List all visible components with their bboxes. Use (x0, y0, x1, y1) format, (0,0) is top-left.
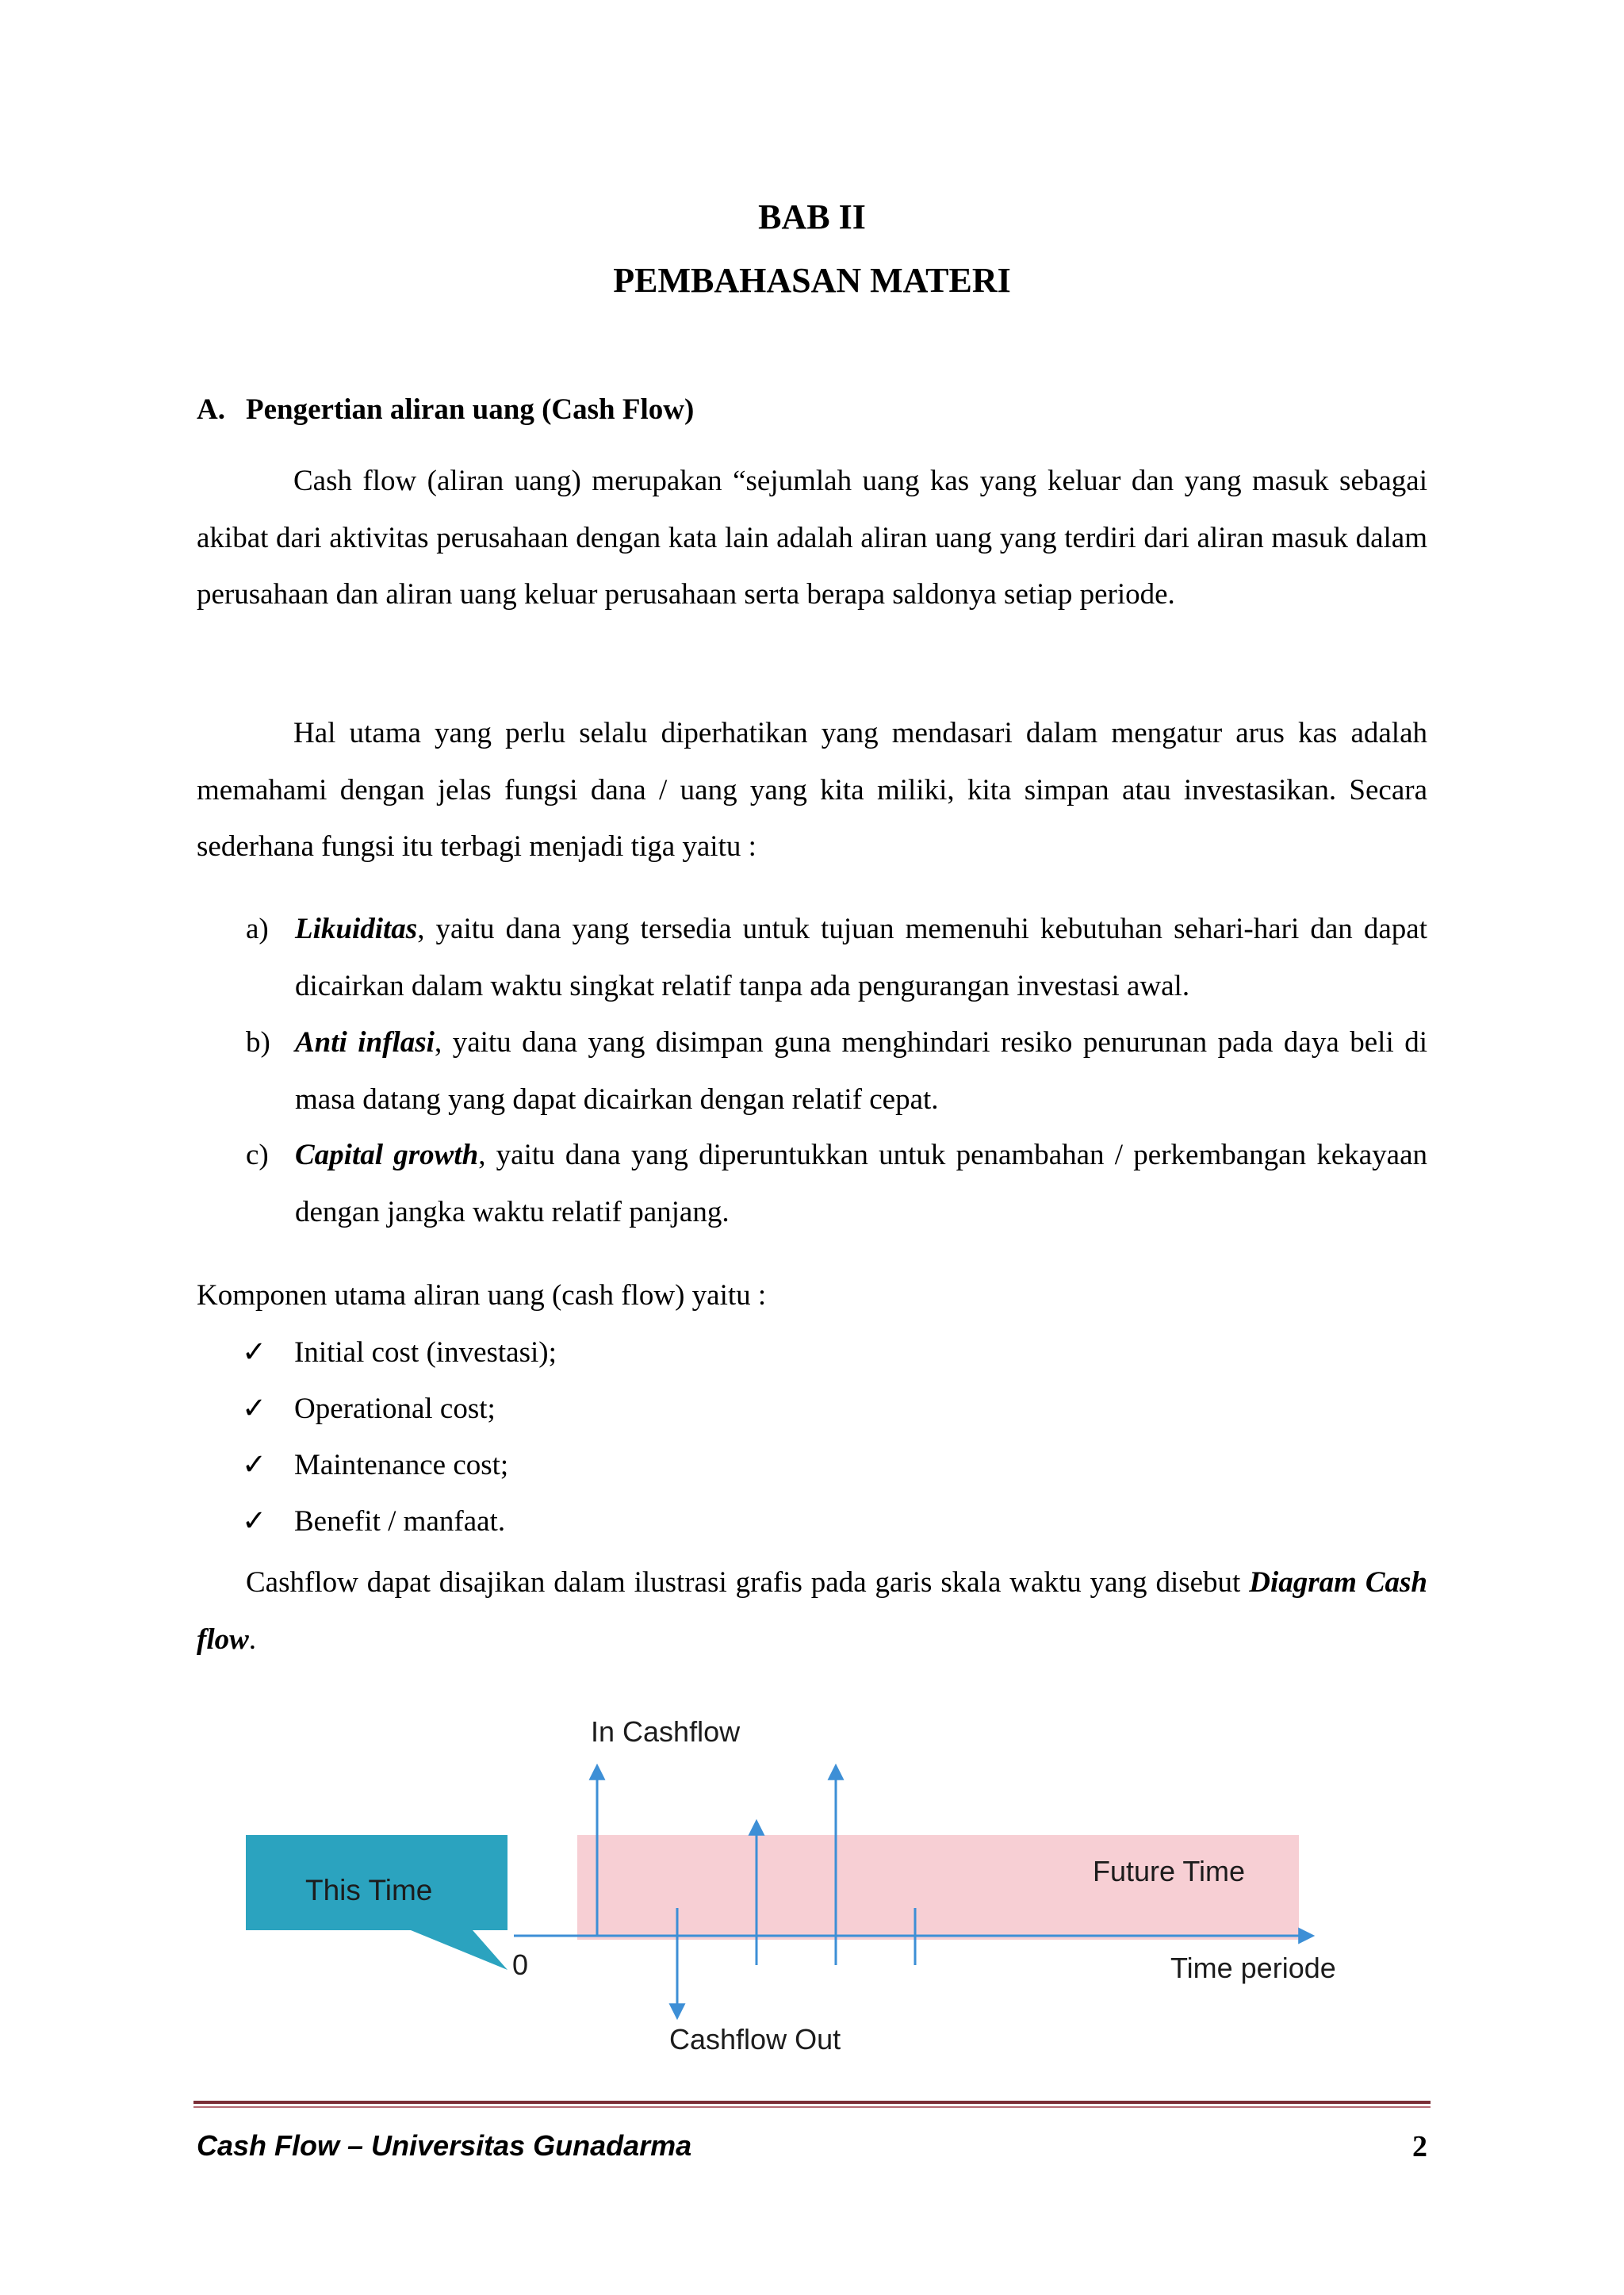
paragraph-text: Cash flow (aliran uang) merupakan “sejumlah uang kas yang keluar dan yang masuk sebagai akibat dari aktivitas perusahaan dengan kata lain adalah aliran uang yang terdiri dari aliran masuk dalam perusahaan dan aliran uang keluar perusahaan serta berapa saldonya setiap periode. (197, 465, 1427, 611)
check-icon: ✓ (242, 1393, 267, 1425)
list-item-label: c) (246, 1139, 269, 1171)
checklist-text: Initial cost (investasi); (294, 1336, 557, 1369)
list-item-anti-inflasi (246, 1014, 1427, 1128)
paragraph-text: Cashflow dapat disajikan dalam ilustrasi grafis pada garis skala waktu yang disebut (246, 1566, 1241, 1599)
paragraph-text: Hal utama yang perlu selalu diperhatikan yang mendasari dalam mengatur arus kas adalah memahami dengan jelas fungsi dana / uang yang kita miliki, kita simpan atau investasikan. Secara sederhana fungsi itu terbagi menjadi tiga yaitu : (197, 717, 1427, 863)
diagram-term: Diagram Cash flow (197, 1566, 1428, 1656)
paragraph-cash-flow-definition (197, 453, 1427, 623)
paragraph-diagram-intro (197, 1554, 1427, 1668)
footer-rule-thick (193, 2101, 1431, 2104)
checklist-text: Operational cost; (294, 1393, 496, 1425)
chapter-heading: BAB II (758, 197, 866, 236)
paragraph-end: . (248, 1623, 257, 1656)
checklist-text: Benefit / manfaat. (294, 1505, 506, 1538)
cash-flow-diagram (197, 1703, 1427, 2092)
list-item-likuiditas (246, 901, 1427, 1014)
in-cashflow-label: In Cashflow (591, 1715, 741, 1748)
list-item-term: Anti inflasi (295, 1026, 435, 1059)
section-title: Pengertian aliran uang (Cash Flow) (246, 393, 695, 426)
section-letter: A. (197, 393, 225, 426)
paragraph-fund-function (197, 705, 1427, 875)
cashflow-out-label: Cashflow Out (669, 2023, 841, 2056)
time-periode-label: Time periode (1170, 1952, 1336, 1984)
checklist-text: Maintenance cost; (294, 1449, 509, 1481)
footer-rule-thin (193, 2106, 1431, 2108)
checklist-item (242, 1381, 496, 1438)
checklist-item (242, 1324, 557, 1381)
check-icon: ✓ (242, 1505, 267, 1538)
check-icon: ✓ (242, 1449, 267, 1481)
list-item-label: b) (246, 1026, 270, 1059)
page-title: PEMBAHASAN MATERI (613, 261, 1011, 300)
list-item-text: , yaitu dana yang tersedia untuk tujuan memenuhi kebutuhan sehari-hari dan dapat dicairkan dalam waktu singkat relatif tanpa ada pengurangan investasi awal. (295, 913, 1427, 1002)
check-icon: ✓ (242, 1336, 267, 1369)
future-time-band (577, 1835, 1299, 1940)
page-number: 2 (1412, 2130, 1427, 2163)
this-time-label: This Time (305, 1874, 433, 1906)
components-intro: Komponen utama aliran uang (cash flow) yaitu : (197, 1279, 767, 1312)
checklist-item (242, 1437, 508, 1494)
list-item-term: Capital growth (295, 1139, 479, 1171)
checklist-item (242, 1493, 505, 1550)
footer-title: Cash Flow – Universitas Gunadarma (197, 2129, 692, 2162)
list-item-text: , yaitu dana yang disimpan guna menghindari resiko penurunan pada daya beli di masa datang yang dapat dicairkan dengan relatif cepat. (295, 1026, 1427, 1116)
list-item-term: Likuiditas (295, 913, 418, 945)
zero-label: 0 (512, 1948, 529, 1981)
list-item-text: , yaitu dana yang diperuntukkan untuk penambahan / perkembangan kekayaan dengan jangka waktu relatif panjang. (295, 1139, 1428, 1228)
list-item-label: a) (246, 913, 269, 945)
list-item-capital-growth (246, 1127, 1427, 1240)
section-heading (197, 393, 694, 427)
future-time-label: Future Time (1093, 1855, 1246, 1887)
